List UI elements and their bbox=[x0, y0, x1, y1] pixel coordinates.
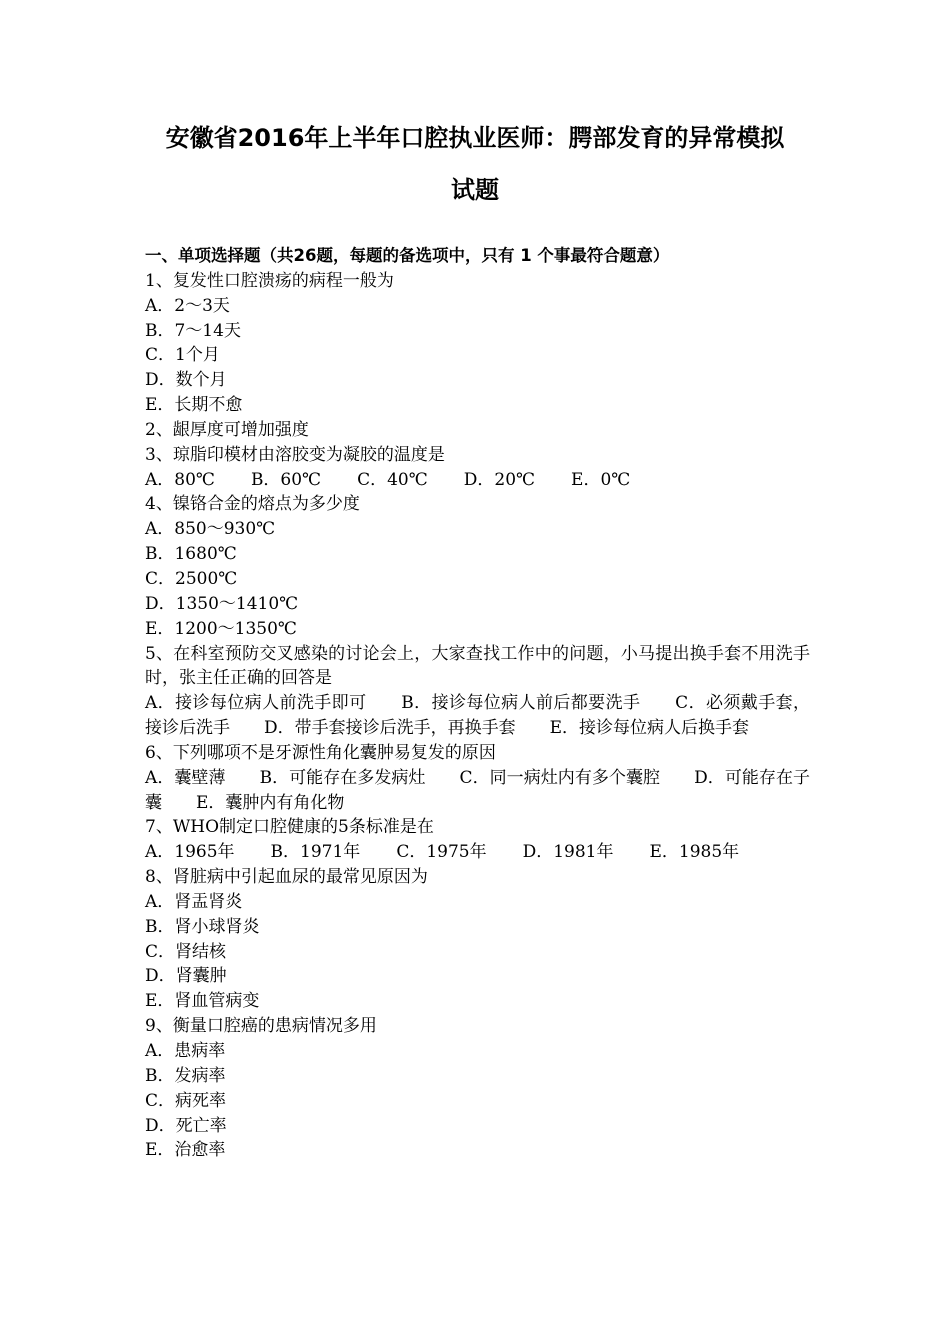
question-4-stem: 4、镍铬合金的熔点为多少度 bbox=[145, 494, 360, 515]
question-4-option-b: B．1680℃ bbox=[145, 544, 237, 565]
question-9-option-a: A．患病率 bbox=[145, 1041, 226, 1061]
question-8-stem: 8、肾脏病中引起血尿的最常见原因为 bbox=[145, 867, 428, 888]
question-8-option-a: A．肾盂肾炎 bbox=[145, 891, 243, 912]
question-1-option-a: A．2～3天 bbox=[145, 295, 230, 316]
question-3-option-d: D．20℃ bbox=[463, 469, 536, 490]
document-title-line-2: 试题 bbox=[451, 176, 499, 204]
question-2-stem: 2、龈厚度可增加强度 bbox=[145, 419, 309, 440]
question-9-option-c: C．病死率 bbox=[145, 1090, 227, 1111]
question-8-option-d: D．肾囊肿 bbox=[145, 966, 227, 987]
question-9-option-d: D．死亡率 bbox=[145, 1115, 227, 1136]
question-1-option-c: C．1个月 bbox=[145, 345, 220, 366]
document-title-line-1: 安徽省2016年上半年口腔执业医师：腭部发育的异常模拟 bbox=[165, 124, 785, 152]
question-3-option-e: E．0℃ bbox=[571, 469, 631, 490]
question-3-options bbox=[145, 468, 810, 493]
question-7-option-a: A．1965年 bbox=[145, 842, 235, 863]
question-5-options: A．接诊每位病人前洗手即可 B．接诊每位病人前后都要洗手 C．必须戴手套，接诊后洗手 D．带手套接诊后洗手，再换手套 E．接诊每位病人后换手套 bbox=[145, 693, 810, 739]
question-9-stem: 9、衡量口腔癌的患病情况多用 bbox=[145, 1016, 377, 1037]
question-1-option-e: E．长期不愈 bbox=[145, 395, 243, 416]
question-4-option-e: E．1200～1350℃ bbox=[145, 618, 297, 639]
question-8-option-c: C．肾结核 bbox=[145, 941, 227, 962]
question-3-option-c: C．40℃ bbox=[357, 469, 428, 490]
question-4-option-c: C．2500℃ bbox=[145, 568, 238, 589]
question-9-option-b: B．发病率 bbox=[145, 1065, 226, 1086]
question-1-option-d: D．数个月 bbox=[145, 370, 227, 391]
question-8-option-e: E．肾血管病变 bbox=[145, 991, 260, 1012]
question-6-options: A．囊壁薄 B．可能存在多发病灶 C．同一病灶内有多个囊腔 D．可能存在子囊 E．囊肿内有角化物 bbox=[145, 767, 810, 813]
question-8-option-b: B．肾小球肾炎 bbox=[145, 916, 260, 937]
question-7-option-d: D．1981年 bbox=[522, 842, 614, 863]
question-1-option-b: B．7～14天 bbox=[145, 320, 241, 341]
question-7-option-b: B．1971年 bbox=[270, 842, 361, 863]
question-1-stem: 1、复发性口腔溃疡的病程一般为 bbox=[145, 270, 394, 291]
question-7-stem: 7、WHO制定口腔健康的5条标准是在 bbox=[145, 817, 434, 838]
question-5-stem: 5、在科室预防交叉感染的讨论会上，大家查找工作中的问题，小马提出换手套不用洗手时，张主任正确的回答是 bbox=[145, 643, 810, 689]
document-body bbox=[145, 244, 810, 1163]
question-6-stem: 6、下列哪项不是牙源性角化囊肿易复发的原因 bbox=[145, 742, 496, 763]
question-4-option-d: D．1350～1410℃ bbox=[145, 593, 299, 614]
question-7-options bbox=[145, 840, 810, 865]
question-3-option-a: A．80℃ bbox=[145, 469, 215, 490]
question-4-option-a: A．850～930℃ bbox=[145, 519, 276, 540]
section-heading: 一、单项选择题（共26题，每题的备选项中，只有 1 个事最符合题意） bbox=[145, 246, 670, 265]
question-7-option-e: E．1985年 bbox=[649, 842, 740, 863]
question-9-option-e: E．治愈率 bbox=[145, 1140, 226, 1161]
question-7-option-c: C．1975年 bbox=[396, 842, 487, 863]
question-3-stem: 3、琼脂印模材由溶胶变为凝胶的温度是 bbox=[145, 444, 445, 465]
question-3-option-b: B．60℃ bbox=[250, 469, 322, 490]
